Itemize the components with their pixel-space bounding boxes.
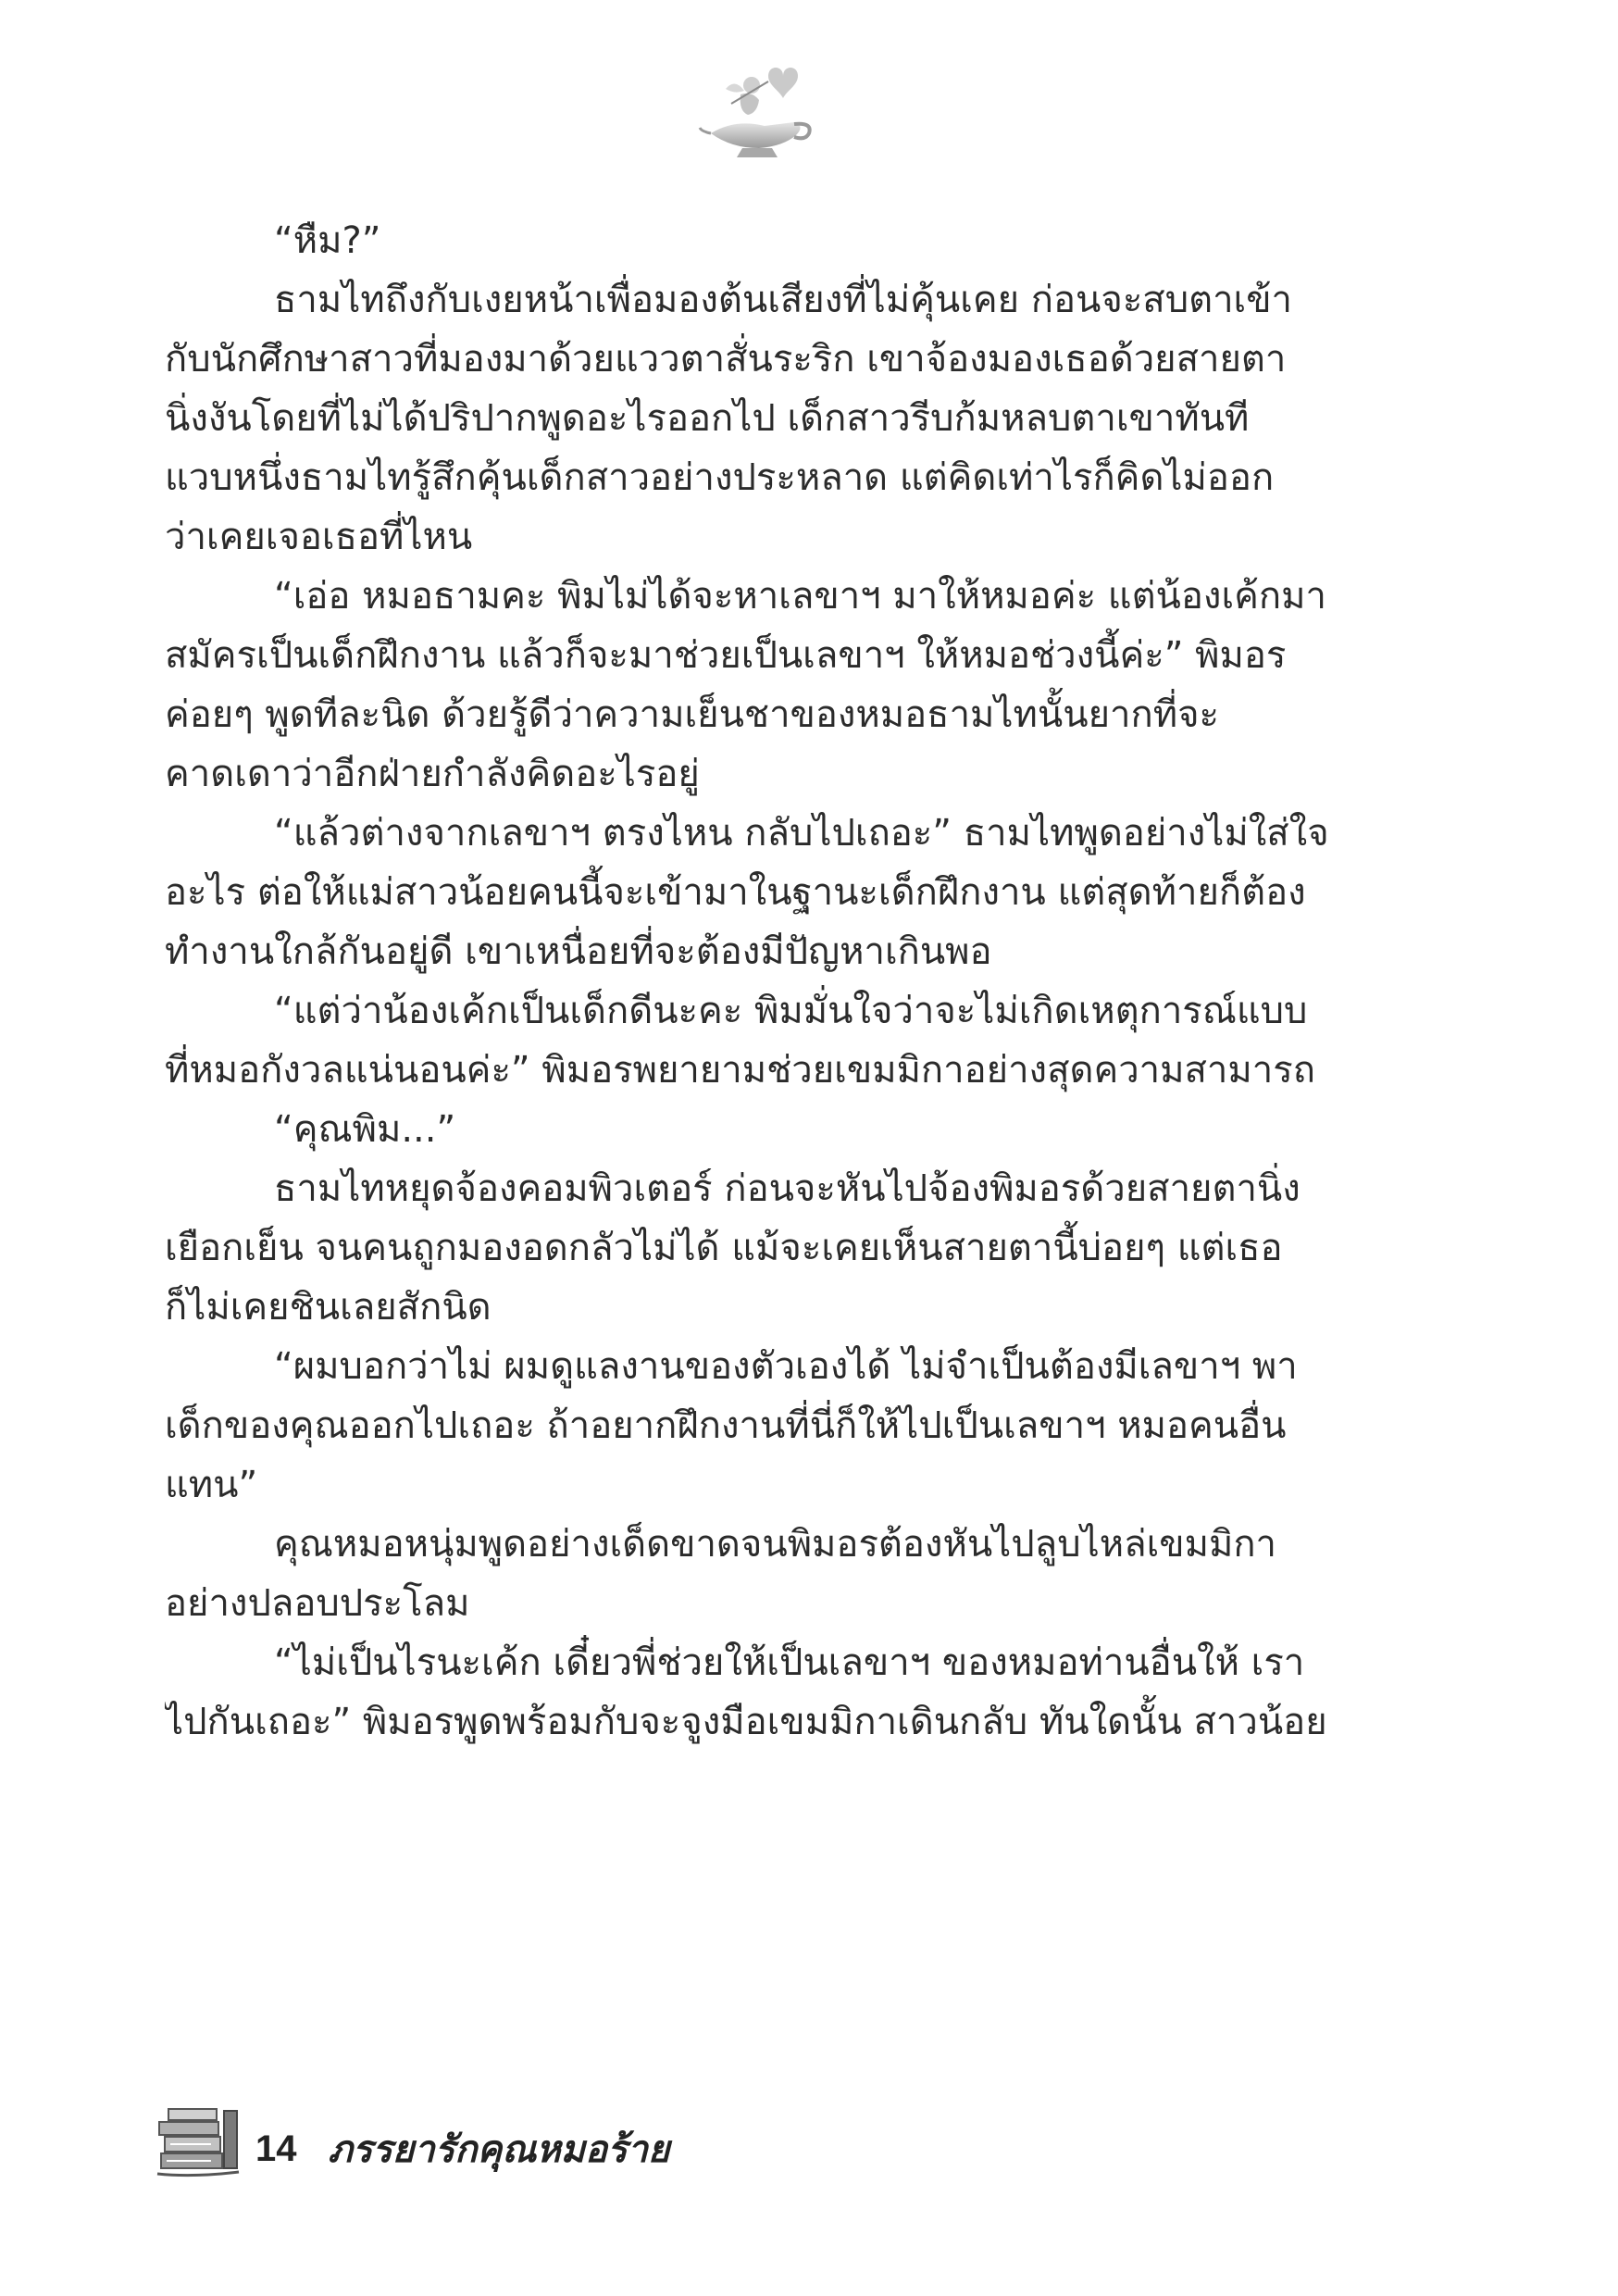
book-title: ภรรยารักคุณหมอร้าย (328, 2128, 670, 2171)
text-line: คุณหมอหนุ่มพูดอย่างเด็ดขาดจนพิมอรต้องหันไปลูบไหล่เขมมิกา (274, 1523, 1277, 1566)
text-line: ไปกันเถอะ” พิมอรพูดพร้อมกับจะจูงมือเขมมิกาเดินกลับ ทันใดนั้น สาวน้อย (165, 1701, 1327, 1743)
text-line: “หืม?” (274, 219, 381, 262)
text-line: แวบหนึ่งธามไทรู้สึกคุ้นเด็กสาวอย่างประหลาด แต่คิดเท่าไรก็คิดไม่ออก (165, 456, 1275, 499)
text-line: ว่าเคยเจอเธอที่ไหน (165, 516, 473, 558)
text-line: ธามไทถึงกับเงยหน้าเพื่อมองต้นเสียงที่ไม่คุ้นเคย ก่อนจะสบตาเข้า (274, 279, 1293, 321)
text-line: “ผมบอกว่าไม่ ผมดูแลงานของตัวเองได้ ไม่จำเป็นต้องมีเลขาฯ พา (274, 1345, 1298, 1388)
text-line: ธามไทหยุดจ้องคอมพิวเตอร์ ก่อนจะหันไปจ้องพิมอรด้วยสายตานิ่ง (274, 1167, 1301, 1210)
text-line: เยือกเย็น จนคนถูกมองอดกลัวไม่ได้ แม้จะเคยเห็นสายตานี้บ่อยๆ แต่เธอ (165, 1227, 1283, 1269)
page-footer (156, 2100, 669, 2185)
text-line: “คุณพิม...” (274, 1108, 456, 1151)
text-line: “แต่ว่าน้องเค้กเป็นเด็กดีนะคะ พิมมั่นใจว่าจะไม่เกิดเหตุการณ์แบบ (274, 990, 1308, 1032)
page-body (165, 211, 1348, 1752)
text-line: “แล้วต่างจากเลขาฯ ตรงไหน กลับไปเถอะ” ธามไทพูดอย่างไม่ใส่ใจ (274, 812, 1329, 855)
text-line: กับนักศึกษาสาวที่มองมาด้วยแววตาสั่นระริก เขาจ้องมองเธอด้วยสายตา (165, 338, 1287, 381)
text-line: คาดเดาว่าอีกฝ่ายกำลังคิดอะไรอยู่ (165, 753, 700, 795)
text-line: “ไม่เป็นไรนะเค้ก เดี๋ยวพี่ช่วยให้เป็นเลขาฯ ของหมอท่านอื่นให้ เรา (274, 1641, 1305, 1684)
text-line: เด็กของคุณออกไปเถอะ ถ้าอยากฝึกงานที่นี่ก็ให้ไปเป็นเลขาฯ หมอคนอื่น (165, 1404, 1287, 1447)
text-line: ค่อยๆ พูดทีละนิด ด้วยรู้ดีว่าความเย็นชาของหมอธามไทนั้นยากที่จะ (165, 693, 1220, 736)
cupid-lamp-icon (698, 57, 816, 167)
text-line: ก็ไม่เคยชินเลยสักนิด (165, 1286, 492, 1329)
text-line: “เอ่อ หมอธามคะ พิมไม่ได้จะหาเลขาฯ มาให้หมอค่ะ แต่น้องเค้กมา (274, 575, 1326, 618)
text-line: อย่างปลอบประโลม (165, 1582, 470, 1625)
books-icon (156, 2100, 241, 2185)
text-line: ทำงานใกล้กันอยู่ดี เขาเหนื่อยที่จะต้องมีปัญหาเกินพอ (165, 930, 992, 973)
text-line: นิ่งงันโดยที่ไม่ได้ปริปากพูดอะไรออกไป เด็กสาวรีบก้มหลบตาเขาทันที (165, 397, 1250, 440)
text-line: สมัครเป็นเด็กฝึกงาน แล้วก็จะมาช่วยเป็นเลขาฯ ให้หมอช่วงนี้ค่ะ” พิมอร (165, 634, 1287, 677)
text-line: ที่หมอกังวลแน่นอนค่ะ” พิมอรพยายามช่วยเขมมิกาอย่างสุดความสามารถ (165, 1049, 1315, 1092)
text-line: อะไร ต่อให้แม่สาวน้อยคนนี้จะเข้ามาในฐานะเด็กฝึกงาน แต่สุดท้ายก็ต้อง (165, 871, 1306, 914)
text-line: แทน” (165, 1464, 258, 1506)
page-number: 14 (255, 2128, 297, 2169)
